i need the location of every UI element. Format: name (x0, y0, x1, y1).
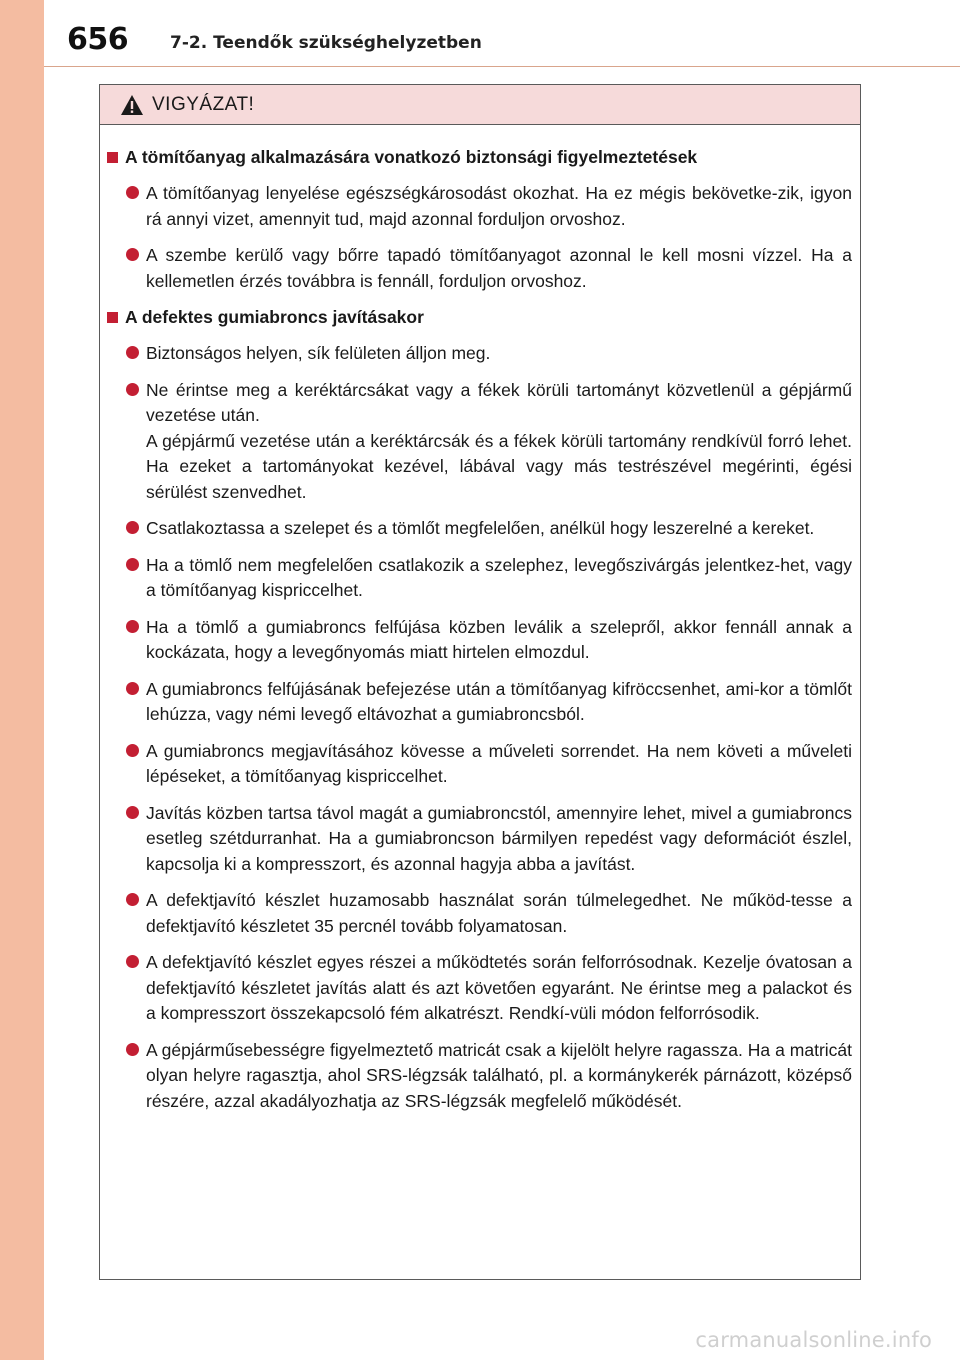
paragraph: A gumiabroncs felfújásának befejezése után a tömítőanyag kifröccsenhet, ami-kor a tömlőt lehúzza, vagy némi levegő eltávozhat a gumiabroncsból. (146, 678, 852, 724)
list-item-text (146, 1038, 852, 1115)
red-dot-bullet-icon (126, 558, 139, 571)
list-item-text (146, 341, 852, 367)
paragraph: Biztonságos helyen, sík felületen álljon meg. (146, 343, 491, 363)
red-dot-bullet-icon (126, 346, 139, 359)
section-heading (107, 305, 852, 329)
paragraph: A gépjárműsebességre figyelmeztető matricát csak a kijelölt helyre ragassza. Ha a matricát olyan helyre ragasztja, ahol SRS-légzsák található, pl. a kormánykerék párnázott, középső részére, azzal akadályozhatja az SRS-légzsák megfelelő működését. (146, 1039, 852, 1111)
red-dot-bullet-icon (126, 186, 139, 199)
red-square-bullet-icon (107, 152, 118, 163)
list-item (126, 378, 852, 506)
warning-title: VIGYÁZAT! (152, 93, 255, 115)
red-dot-bullet-icon (126, 806, 139, 819)
list-item-text (146, 615, 852, 666)
section-title: 7-2. Teendők szükséghelyzetben (170, 33, 482, 53)
list-item (126, 341, 852, 367)
list-item (126, 553, 852, 604)
list-item (126, 615, 852, 666)
paragraph: A gumiabroncs megjavításához kövesse a műveleti sorrendet. Ha nem követi a műveleti lépéseket, a tömítőanyag kispriccelhet. (146, 740, 852, 786)
list-item-text (146, 378, 852, 506)
paragraph: Ne érintse meg a keréktárcsákat vagy a fékek körüli tartományt közvetlenül a gépjármű vezetése után. (146, 379, 852, 425)
warning-body (100, 125, 860, 1114)
paragraph: Ha a tömlő a gumiabroncs felfújása közben leválik a szelepről, akkor fennáll annak a kockázata, hogy a levegőnyomás miatt hirtelen elmozdul. (146, 616, 852, 662)
list-item-text (146, 677, 852, 728)
list-item-text (146, 739, 852, 790)
page-number: 656 (67, 22, 129, 57)
paragraph: Csatlakoztassa a szelepet és a tömlőt megfelelően, anélkül hogy leszerelné a kereket. (146, 518, 815, 538)
list-item-text (146, 516, 852, 542)
red-dot-bullet-icon (126, 1043, 139, 1056)
section-heading-text: A tömítőanyag alkalmazására vonatkozó biztonsági figyelmeztetések (125, 147, 698, 167)
red-dot-bullet-icon (126, 383, 139, 396)
list-item (126, 888, 852, 939)
list-item (126, 950, 852, 1027)
red-dot-bullet-icon (126, 744, 139, 757)
warning-triangle-icon (120, 94, 144, 116)
list-item-text (146, 181, 852, 232)
list-item-text (146, 553, 852, 604)
list-item (126, 801, 852, 878)
list-item-text (146, 243, 852, 294)
red-dot-bullet-icon (126, 682, 139, 695)
red-dot-bullet-icon (126, 248, 139, 261)
list-item (126, 739, 852, 790)
list-item (126, 1038, 852, 1115)
paragraph: A defektjavító készlet egyes részei a működtetés során felforrósodnak. Kezelje óvatosan a defektjavító készletet javítás alatt és azt követően egyaránt. Ne érintse meg a palackot és a kompresszort összekapcsoló fém alkatrészt. Rendkí-vüli módon felforrósodik. (146, 952, 852, 1023)
paragraph: Javítás közben tartsa távol magát a gumiabroncstól, amennyire lehet, mivel a gumiabroncs esetleg szétdurranhat. Ha a gumiabroncson bármilyen repedést vagy deformációt észlel, kapcsolja ki a kompresszort, és azonnal hagyja abba a javítást. (146, 802, 852, 874)
warning-box (99, 84, 861, 1280)
section-heading (107, 145, 852, 169)
paragraph: A tömítőanyag lenyelése egészségkárosodást okozhat. Ha ez mégis bekövetke-zik, igyon rá annyi vizet, amennyit tud, majd azonnal forduljon orvoshoz. (146, 183, 852, 229)
red-dot-bullet-icon (126, 893, 139, 906)
watermark: carmanualsonline.info (695, 1328, 932, 1352)
list-item (126, 677, 852, 728)
paragraph: Ha a tömlő nem megfelelően csatlakozik a szelephez, levegőszivárgás jelentkez-het, vagy a tömítőanyag kispriccelhet. (146, 554, 852, 600)
list-item (126, 243, 852, 294)
list-item-text (146, 888, 852, 939)
warning-header (100, 85, 860, 125)
red-dot-bullet-icon (126, 955, 139, 968)
paragraph: A szembe kerülő vagy bőrre tapadó tömítőanyagot azonnal le kell mosni vízzel. Ha a kellemetlen érzés továbbra is fennáll, forduljon orvoshoz. (146, 245, 852, 291)
paragraph: A gépjármű vezetése után a keréktárcsák és a fékek körüli tartomány rendkívül forró lehet. Ha ezeket a tartományokat kezével, lábával vagy más testrészével megérinti, égési sérülést szenvedhet. (146, 430, 852, 502)
section-heading-text: A defektes gumiabroncs javításakor (125, 307, 424, 327)
red-dot-bullet-icon (126, 620, 139, 633)
list-item (126, 516, 852, 542)
list-item-text (146, 801, 852, 878)
red-dot-bullet-icon (126, 521, 139, 534)
header-divider (44, 66, 960, 67)
paragraph: A defektjavító készlet huzamosabb használat során túlmelegedhet. Ne működ-tesse a defektjavító készletet 35 percnél tovább folyamatosan. (146, 890, 852, 936)
list-item (126, 181, 852, 232)
chapter-side-tab (0, 0, 44, 1360)
list-item-text (146, 950, 852, 1027)
red-square-bullet-icon (107, 312, 118, 323)
